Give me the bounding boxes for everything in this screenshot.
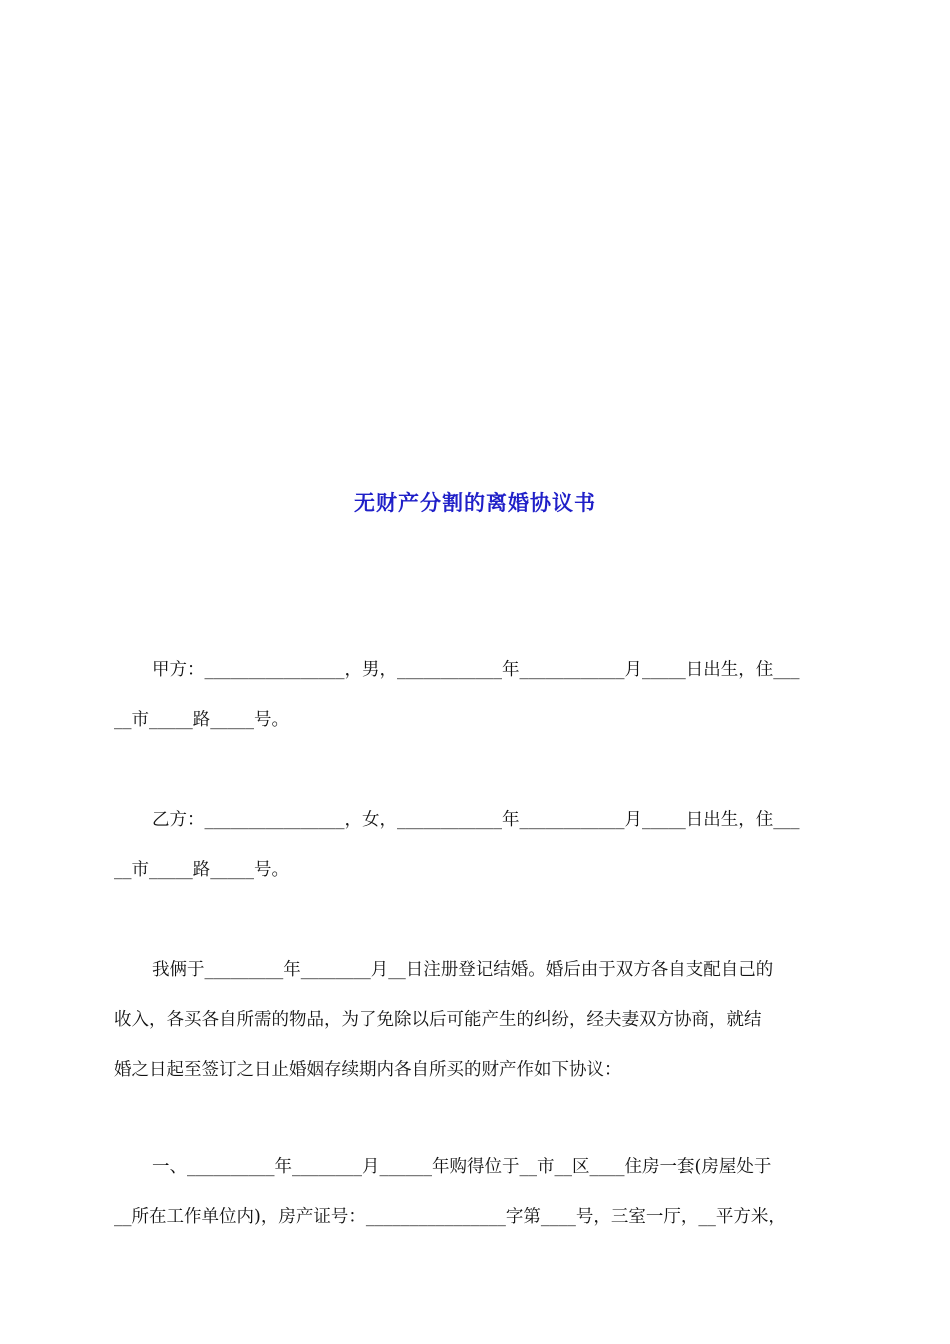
paragraph-line: 一、__________年________月______年购得位于__市__区____住房一套(房屋处于 [152, 1157, 772, 1177]
paragraph-line: 我俩于_________年________月__日注册登记结婚。婚后由于双方各自支配自己的 [152, 960, 774, 980]
paragraph-line: 收入，各买各自所需的物品，为了免除以后可能产生的纠纷，经夫妻双方协商，就结 [114, 1010, 762, 1030]
paragraph-line: 乙方：________________，女，____________年____________月_____日出生，住___ [152, 810, 800, 830]
party-b-paragraph [114, 795, 844, 895]
paragraph-line: 婚之日起至签订之日止婚姻存续期内各自所买的财产作如下协议： [114, 1060, 622, 1080]
paragraph-line: 甲方：________________，男，____________年____________月_____日出生，住___ [152, 660, 800, 680]
paragraph-line: __市_____路_____号。 [114, 710, 289, 730]
party-a-paragraph [114, 645, 844, 745]
paragraph-line: __市_____路_____号。 [114, 860, 289, 880]
paragraph-line: __所在工作单位内)，房产证号：________________字第____号，三室一厅，__平方米， [114, 1207, 786, 1227]
document-title: 无财产分割的离婚协议书 [354, 490, 596, 515]
marriage-statement-paragraph [114, 945, 844, 1095]
clause-one-paragraph [114, 1142, 844, 1242]
